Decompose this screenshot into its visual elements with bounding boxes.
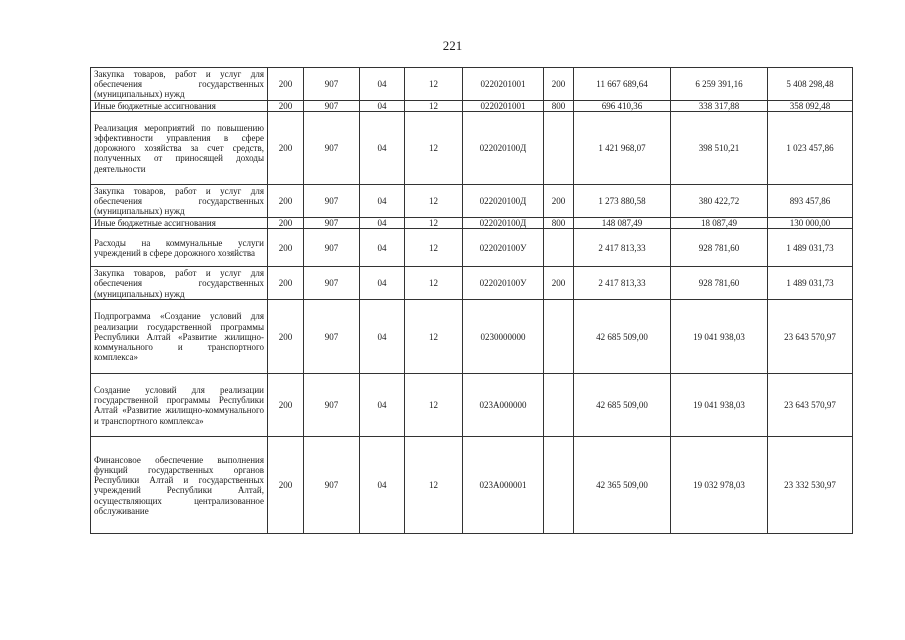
row-name: Подпрограмма «Создание условий для реализации государственной программы Республики Алтай «Развитие жилищно-коммунального и транспортного комплекса» <box>91 300 268 374</box>
cell-code-4: 12 <box>405 229 463 267</box>
table-row <box>91 267 853 300</box>
cell-code-2: 907 <box>304 300 360 374</box>
row-name: Иные бюджетные ассигнования <box>91 218 268 229</box>
row-name: Иные бюджетные ассигнования <box>91 101 268 112</box>
cell-code-1: 200 <box>268 112 304 185</box>
cell-target-article: 023A000000 <box>463 374 544 437</box>
row-name: Закупка товаров, работ и услуг для обеспечения государственных (муниципальных) нужд <box>91 267 268 300</box>
cell-amount-3: 1 489 031,73 <box>768 229 853 267</box>
cell-target-article: 022020100У <box>463 267 544 300</box>
row-name: Закупка товаров, работ и услуг для обеспечения государственных (муниципальных) нужд <box>91 185 268 218</box>
table-body <box>91 68 853 534</box>
cell-code-3: 04 <box>360 300 405 374</box>
cell-code-2: 907 <box>304 101 360 112</box>
table-row <box>91 374 853 437</box>
budget-table <box>90 67 853 534</box>
cell-amount-1: 148 087,49 <box>574 218 671 229</box>
row-name: Закупка товаров, работ и услуг для обеспечения государственных (муниципальных) нужд <box>91 68 268 101</box>
cell-amount-1: 42 685 509,00 <box>574 374 671 437</box>
cell-expense-type: 800 <box>544 101 574 112</box>
table-row <box>91 300 853 374</box>
cell-expense-type <box>544 437 574 534</box>
cell-code-1: 200 <box>268 229 304 267</box>
cell-code-2: 907 <box>304 267 360 300</box>
cell-code-4: 12 <box>405 374 463 437</box>
table-row <box>91 112 853 185</box>
cell-amount-2: 6 259 391,16 <box>671 68 768 101</box>
cell-amount-1: 42 365 509,00 <box>574 437 671 534</box>
cell-expense-type: 200 <box>544 267 574 300</box>
cell-target-article: 022020100Д <box>463 185 544 218</box>
cell-code-1: 200 <box>268 101 304 112</box>
cell-amount-2: 19 041 938,03 <box>671 374 768 437</box>
cell-amount-2: 928 781,60 <box>671 267 768 300</box>
cell-amount-2: 398 510,21 <box>671 112 768 185</box>
table-row <box>91 218 853 229</box>
cell-amount-1: 2 417 813,33 <box>574 229 671 267</box>
cell-expense-type: 200 <box>544 185 574 218</box>
cell-target-article: 0220201001 <box>463 68 544 101</box>
cell-code-1: 200 <box>268 267 304 300</box>
cell-amount-3: 130 000,00 <box>768 218 853 229</box>
page-number: 221 <box>442 38 463 53</box>
cell-amount-2: 338 317,88 <box>671 101 768 112</box>
cell-code-4: 12 <box>405 185 463 218</box>
cell-amount-1: 42 685 509,00 <box>574 300 671 374</box>
row-name: Расходы на коммунальные услуги учреждений в сфере дорожного хозяйства <box>91 229 268 267</box>
table-row <box>91 68 853 101</box>
cell-target-article: 022020100Д <box>463 218 544 229</box>
cell-code-3: 04 <box>360 267 405 300</box>
cell-amount-3: 1 489 031,73 <box>768 267 853 300</box>
cell-code-2: 907 <box>304 218 360 229</box>
cell-amount-2: 19 041 938,03 <box>671 300 768 374</box>
cell-amount-1: 696 410,36 <box>574 101 671 112</box>
cell-expense-type <box>544 374 574 437</box>
cell-code-2: 907 <box>304 185 360 218</box>
cell-code-3: 04 <box>360 112 405 185</box>
cell-code-2: 907 <box>304 112 360 185</box>
cell-code-3: 04 <box>360 68 405 101</box>
cell-code-1: 200 <box>268 218 304 229</box>
cell-expense-type <box>544 112 574 185</box>
cell-amount-3: 1 023 457,86 <box>768 112 853 185</box>
cell-code-4: 12 <box>405 68 463 101</box>
cell-amount-1: 1 273 880,58 <box>574 185 671 218</box>
cell-code-3: 04 <box>360 437 405 534</box>
table-row <box>91 101 853 112</box>
cell-amount-2: 18 087,49 <box>671 218 768 229</box>
cell-expense-type: 800 <box>544 218 574 229</box>
cell-code-1: 200 <box>268 185 304 218</box>
cell-amount-2: 19 032 978,03 <box>671 437 768 534</box>
cell-code-3: 04 <box>360 185 405 218</box>
cell-target-article: 0230000000 <box>463 300 544 374</box>
cell-target-article: 022020100Д <box>463 112 544 185</box>
cell-expense-type: 200 <box>544 68 574 101</box>
cell-code-4: 12 <box>405 437 463 534</box>
cell-amount-1: 2 417 813,33 <box>574 267 671 300</box>
cell-amount-1: 1 421 968,07 <box>574 112 671 185</box>
cell-code-3: 04 <box>360 229 405 267</box>
table-row <box>91 437 853 534</box>
cell-code-4: 12 <box>405 218 463 229</box>
table-row <box>91 185 853 218</box>
cell-code-4: 12 <box>405 101 463 112</box>
cell-amount-3: 893 457,86 <box>768 185 853 218</box>
cell-target-article: 022020100У <box>463 229 544 267</box>
cell-code-3: 04 <box>360 374 405 437</box>
cell-target-article: 0220201001 <box>463 101 544 112</box>
cell-code-1: 200 <box>268 68 304 101</box>
row-name: Реализация мероприятий по повышению эффективности управления в сфере дорожного хозяйства за счет средств, полученных от приносящей доходы деятельности <box>91 112 268 185</box>
row-name: Создание условий для реализации государственной программы Республики Алтай «Развитие жилищно-коммунального и транспортного комплекса» <box>91 374 268 437</box>
cell-code-1: 200 <box>268 437 304 534</box>
cell-code-4: 12 <box>405 300 463 374</box>
cell-expense-type <box>544 229 574 267</box>
cell-code-2: 907 <box>304 374 360 437</box>
cell-code-1: 200 <box>268 374 304 437</box>
cell-amount-2: 380 422,72 <box>671 185 768 218</box>
cell-code-3: 04 <box>360 218 405 229</box>
cell-amount-3: 358 092,48 <box>768 101 853 112</box>
cell-amount-1: 11 667 689,64 <box>574 68 671 101</box>
cell-code-1: 200 <box>268 300 304 374</box>
cell-code-2: 907 <box>304 68 360 101</box>
table-row <box>91 229 853 267</box>
cell-code-2: 907 <box>304 229 360 267</box>
cell-amount-3: 23 643 570,97 <box>768 300 853 374</box>
cell-amount-2: 928 781,60 <box>671 229 768 267</box>
cell-target-article: 023A000001 <box>463 437 544 534</box>
cell-amount-3: 5 408 298,48 <box>768 68 853 101</box>
cell-amount-3: 23 332 530,97 <box>768 437 853 534</box>
cell-expense-type <box>544 300 574 374</box>
row-name: Финансовое обеспечение выполнения функций государственных органов Республики Алтай и государственных учреждений Республики Алтай, осуществляющих централизованное обслуживание <box>91 437 268 534</box>
cell-code-4: 12 <box>405 267 463 300</box>
cell-amount-3: 23 643 570,97 <box>768 374 853 437</box>
cell-code-3: 04 <box>360 101 405 112</box>
cell-code-4: 12 <box>405 112 463 185</box>
cell-code-2: 907 <box>304 437 360 534</box>
